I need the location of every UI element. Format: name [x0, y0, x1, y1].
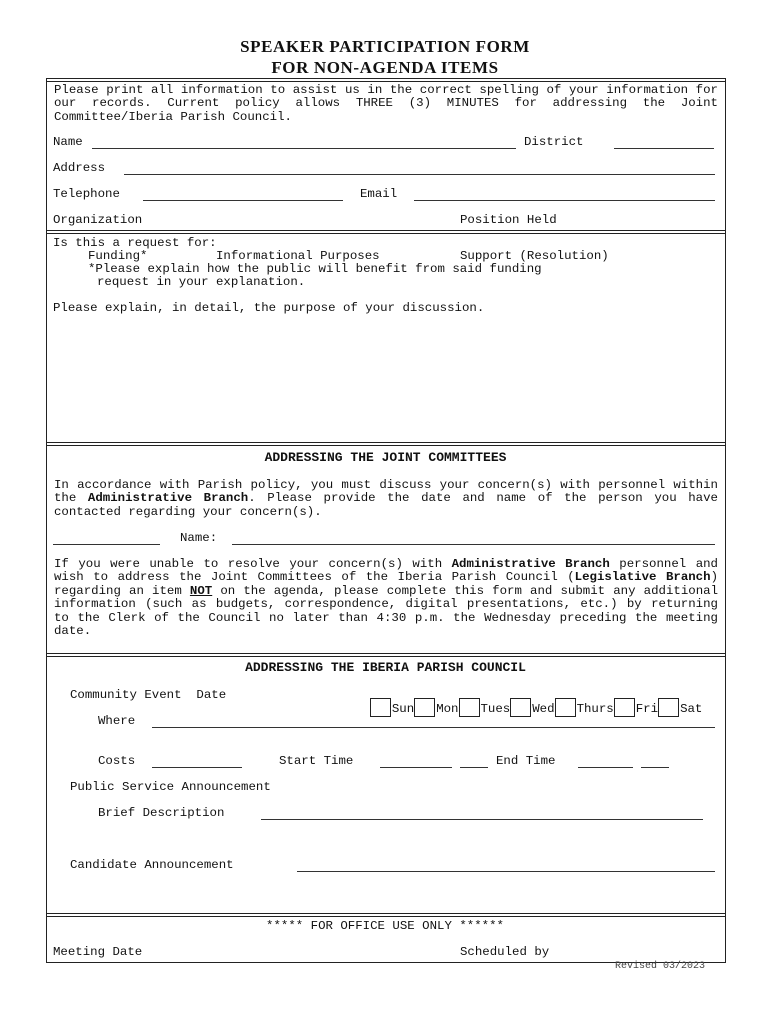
- tues-label: Tues: [480, 702, 511, 717]
- sun-label: Sun: [391, 702, 415, 717]
- start-time-label: Start Time: [279, 754, 354, 768]
- wed-checkbox[interactable]: [510, 698, 531, 717]
- sun-checkbox[interactable]: [370, 698, 391, 717]
- funding-option[interactable]: Funding*: [88, 249, 148, 263]
- start-ampm-field[interactable]: [460, 757, 488, 768]
- psa-label: Public Service Announcement: [70, 780, 271, 794]
- position-label: Position Held: [460, 213, 557, 227]
- sat-checkbox[interactable]: [658, 698, 679, 717]
- costs-field[interactable]: [152, 757, 242, 768]
- explanation-area[interactable]: [53, 320, 717, 438]
- explain-label: Please explain, in detail, the purpose of your discussion.: [53, 301, 485, 315]
- unresolved-concern-text: If you were unable to resolve your concern(s) with Administrative Branch personnel and wish to address the Joint Committees of the Iberia Parish Council (Legislative Branch) regarding an item NOT on the agenda, please complete this form and submit any additional information (such as budgets, correspondence, digital presentations, etc.) by returning to the Clerk of the Council no later than 4:30 p.m. the Wednesday preceding the meeting date.: [54, 557, 719, 639]
- thurs-label: Thurs: [576, 702, 614, 717]
- end-time-label: End Time: [496, 754, 556, 768]
- community-event-label: Community Event Date: [70, 688, 227, 702]
- tues-checkbox[interactable]: [459, 698, 480, 717]
- section-divider: [46, 653, 726, 657]
- scheduled-by-label: Scheduled by: [460, 945, 550, 959]
- parish-policy-text: In accordance with Parish policy, you must discuss your concern(s) with personnel within the Administrative Branch. Please provide the date and name of the person you have contacted regarding your concern(s).: [54, 478, 718, 519]
- name-label: Name: [53, 135, 83, 149]
- form-title: SPEAKER PARTICIPATION FORM: [240, 37, 530, 56]
- start-time-field[interactable]: [380, 757, 452, 768]
- costs-label: Costs: [98, 754, 136, 768]
- intro-text: Please print all information to assist us in the correct spelling of your information for our records. Current policy allows THREE (3) MINUTES for addressing the Joint Committee/Iberia Parish Council.: [54, 83, 718, 124]
- district-field[interactable]: [614, 138, 714, 149]
- telephone-label: Telephone: [53, 187, 120, 201]
- sat-label: Sat: [680, 702, 703, 717]
- section-divider: [46, 230, 726, 234]
- end-ampm-field[interactable]: [641, 757, 669, 768]
- funding-note-line1: *Please explain how the public will benefit from said funding: [88, 262, 542, 276]
- support-option[interactable]: Support (Resolution): [460, 249, 609, 263]
- email-field[interactable]: [414, 190, 715, 201]
- brief-description-label: Brief Description: [98, 806, 225, 820]
- form-subtitle: FOR NON-AGENDA ITEMS: [271, 58, 499, 77]
- request-label: Is this a request for:: [53, 236, 217, 250]
- address-label: Address: [53, 161, 106, 175]
- email-label: Email: [360, 187, 398, 201]
- administrative-branch-text: Administrative Branch: [87, 491, 249, 506]
- parish-council-heading: ADDRESSING THE IBERIA PARISH COUNCIL: [245, 660, 526, 675]
- district-label: District: [524, 135, 584, 149]
- section-divider: [46, 913, 726, 917]
- mon-label: Mon: [436, 702, 459, 717]
- address-field[interactable]: [124, 164, 715, 175]
- candidate-label: Candidate Announcement: [70, 858, 234, 872]
- contact-date-field[interactable]: [53, 534, 160, 545]
- where-field[interactable]: [152, 717, 715, 728]
- end-time-field[interactable]: [578, 757, 633, 768]
- informational-option[interactable]: Informational Purposes: [216, 249, 380, 263]
- office-use-heading: ***** FOR OFFICE USE ONLY ******: [266, 919, 504, 933]
- contact-name-label: Name:: [180, 531, 218, 545]
- joint-committees-heading: ADDRESSING THE JOINT COMMITTEES: [264, 450, 507, 465]
- revised-date: Revised 03/2023: [615, 961, 706, 972]
- telephone-field[interactable]: [143, 190, 343, 201]
- mon-checkbox[interactable]: [414, 698, 435, 717]
- meeting-date-label: Meeting Date: [53, 945, 143, 959]
- section-divider: [46, 442, 726, 446]
- where-label: Where: [98, 714, 136, 728]
- name-field[interactable]: [92, 138, 516, 149]
- wed-label: Wed: [532, 702, 555, 717]
- form-frame: [46, 78, 726, 963]
- thurs-checkbox[interactable]: [555, 698, 576, 717]
- day-checkboxes: [355, 685, 702, 717]
- organization-label: Organization: [53, 213, 143, 227]
- fri-label: Fri: [635, 702, 659, 717]
- funding-note-line2: request in your explanation.: [97, 275, 306, 289]
- contact-name-field[interactable]: [232, 534, 715, 545]
- brief-description-field[interactable]: [261, 809, 703, 820]
- candidate-field[interactable]: [297, 861, 715, 872]
- fri-checkbox[interactable]: [614, 698, 635, 717]
